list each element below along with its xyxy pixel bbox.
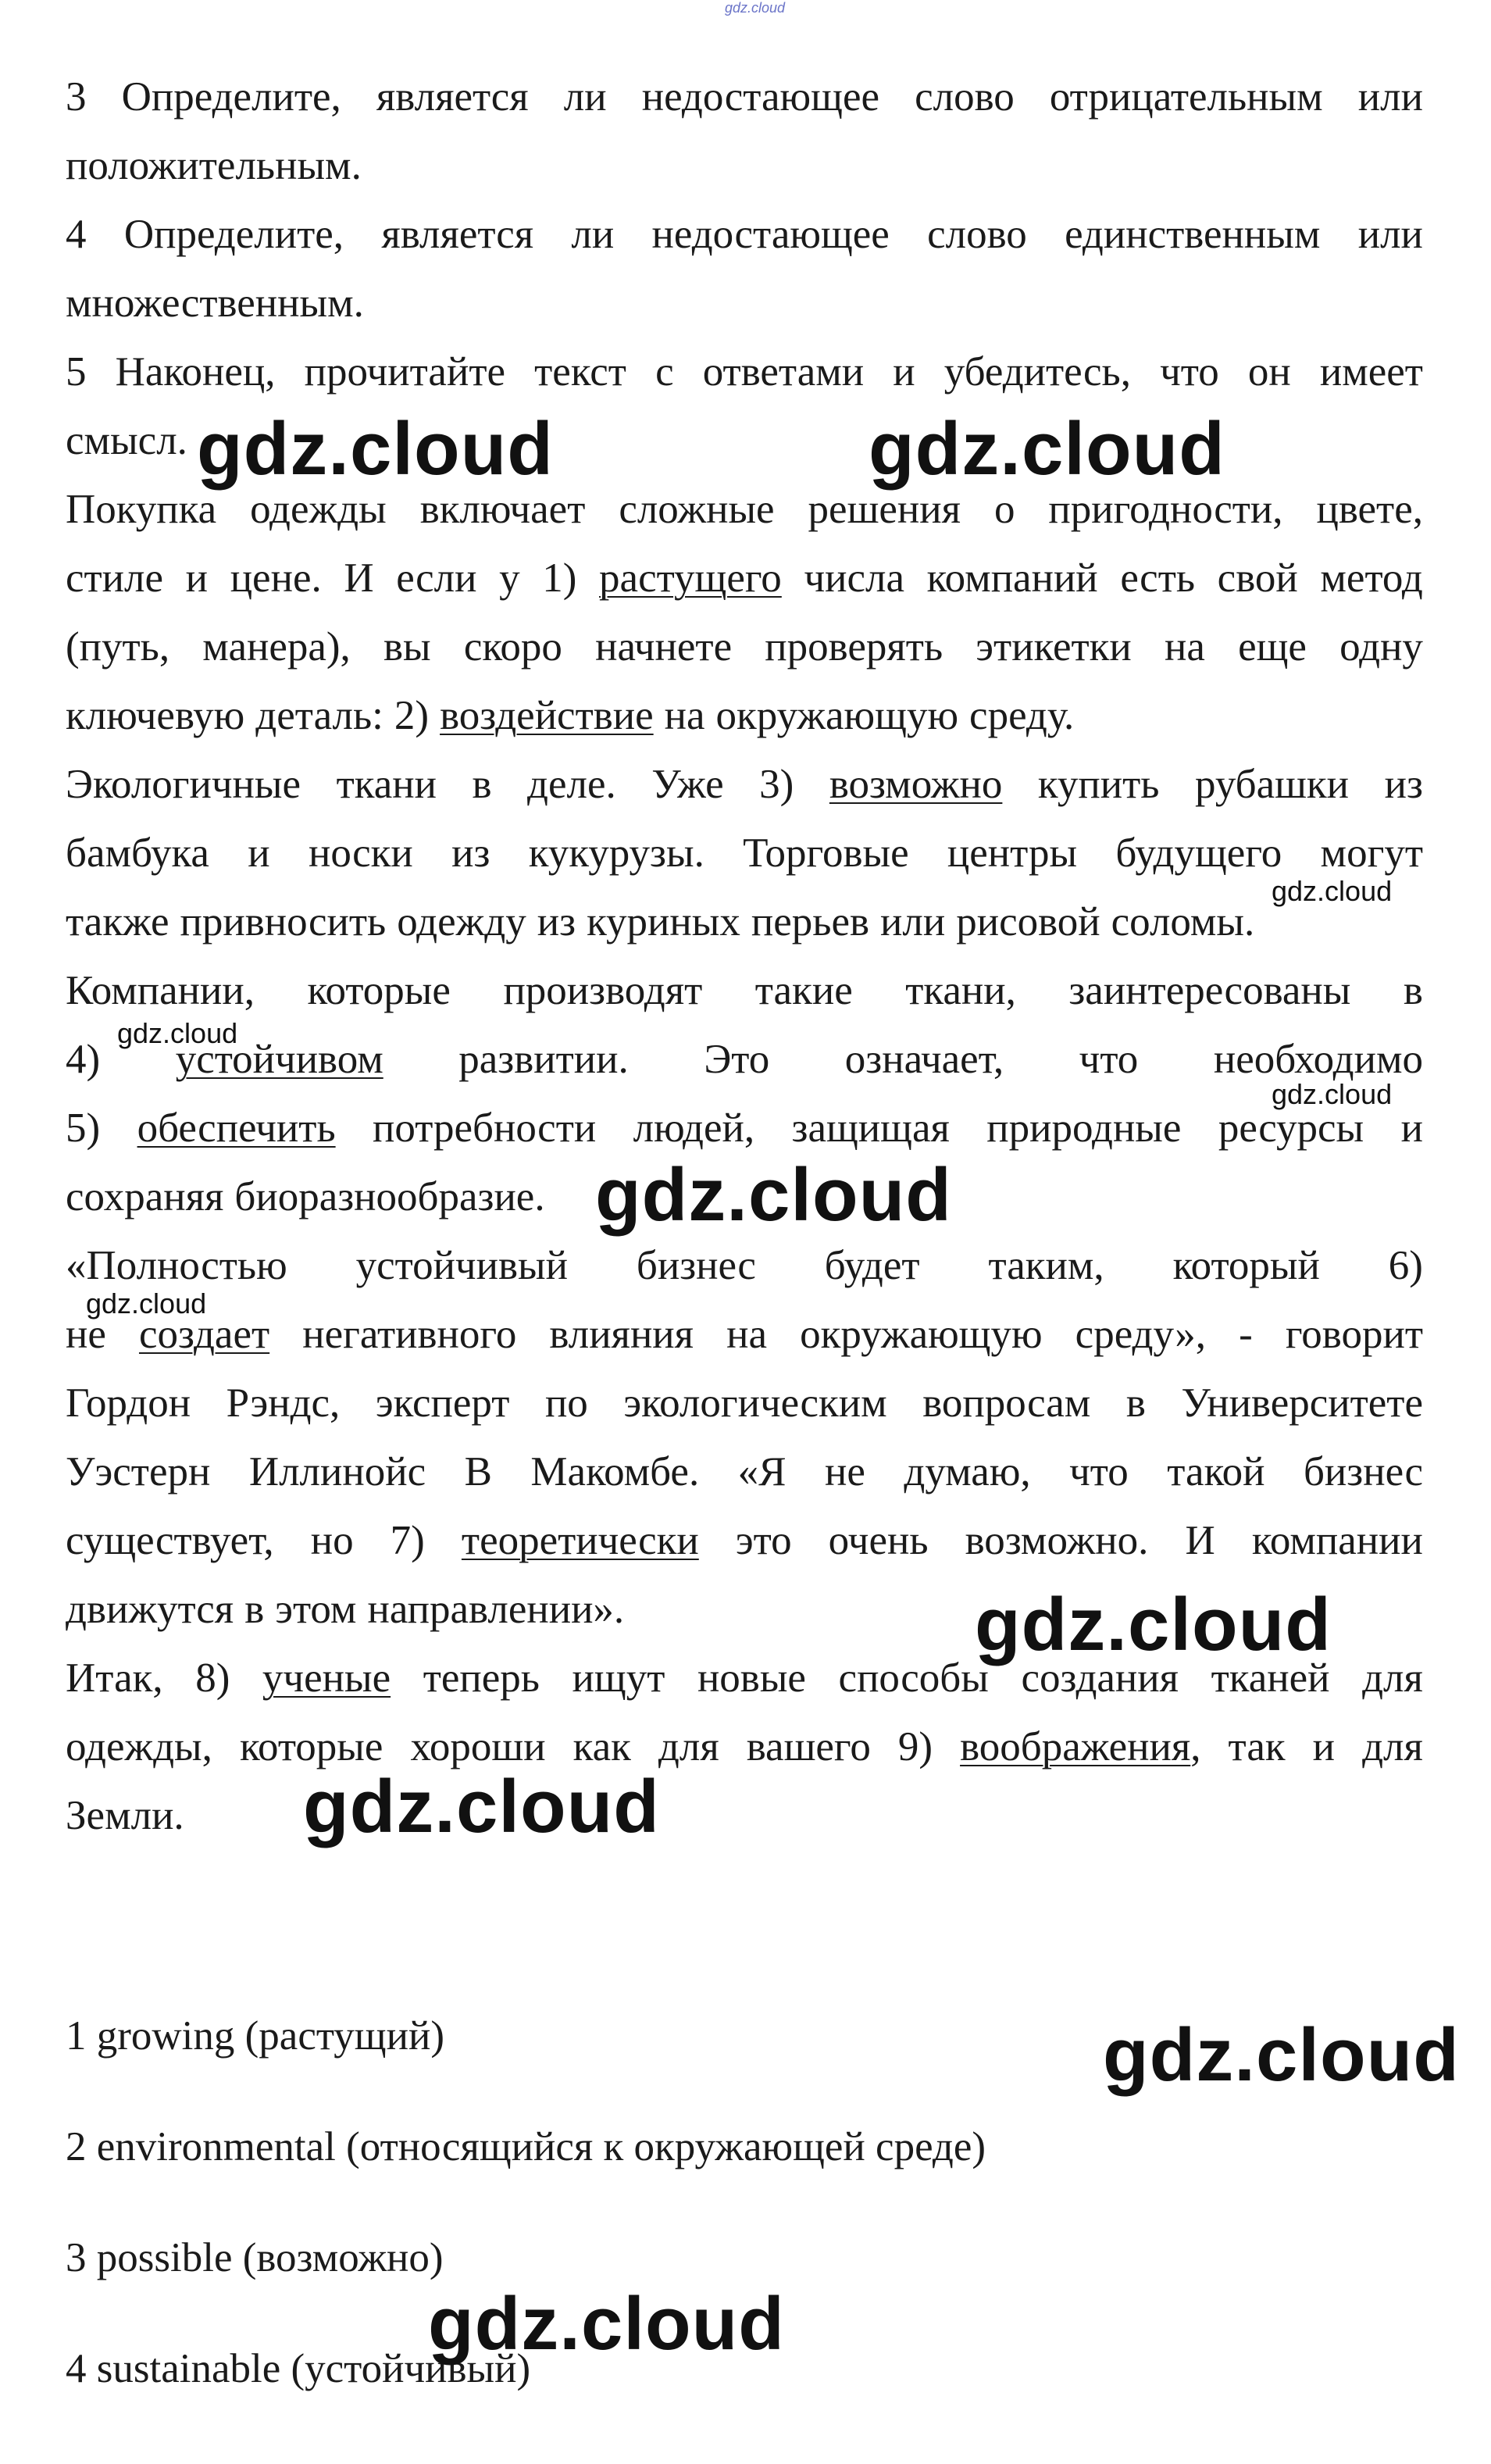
watermark: gdz.cloud: [197, 407, 554, 491]
word: ищут: [572, 1655, 665, 1701]
watermark: gdz.cloud: [595, 1153, 952, 1237]
word: что: [1160, 349, 1219, 395]
answer-item: 3 possible (возможно): [66, 2235, 444, 2280]
word: или: [1357, 212, 1423, 257]
word: если: [396, 555, 477, 601]
word: Гордон: [66, 1380, 191, 1426]
word: людей,: [633, 1105, 755, 1151]
text-line: [66, 750, 1423, 819]
word: носки: [308, 830, 413, 876]
word: отрицательным: [1049, 74, 1323, 120]
text-line: [66, 819, 1423, 887]
word: метод: [1320, 555, 1423, 601]
answer-item: 1 growing (растущий): [66, 2013, 444, 2059]
word: биоразнообразие.: [234, 1174, 545, 1220]
word: такой: [1167, 1449, 1265, 1494]
text-line: [66, 1231, 1423, 1300]
word: среду»,: [1075, 1312, 1207, 1357]
word: или: [880, 899, 946, 945]
watermark: gdz.cloud: [725, 0, 786, 16]
word: Иллинойс: [248, 1449, 426, 1494]
word: ткани,: [905, 968, 1016, 1013]
answer-item: 2 environmental (относящийся к окружающей среде): [66, 2124, 986, 2169]
word: очень: [828, 1518, 929, 1563]
word: вы: [383, 624, 431, 670]
word: направлении».: [367, 1587, 625, 1632]
word: но: [310, 1518, 354, 1563]
word: 4): [66, 1037, 101, 1082]
word: новые: [697, 1655, 806, 1701]
word: влияния: [549, 1312, 694, 1357]
word: ткани: [336, 762, 437, 807]
answer-item: 4 sustainable (устойчивый): [66, 2346, 531, 2391]
word: Торговые: [743, 830, 909, 876]
word: из: [451, 830, 490, 876]
word: деталь:: [255, 693, 383, 738]
word: означает,: [844, 1037, 1004, 1082]
word: движутся: [66, 1587, 234, 1632]
word: 5): [66, 1105, 101, 1151]
word: производят: [503, 968, 703, 1013]
word: необходимо: [1213, 1037, 1423, 1082]
word: одну: [1339, 624, 1423, 670]
word: «Я: [737, 1449, 787, 1494]
word: кукурузы.: [528, 830, 704, 876]
word: способы: [838, 1655, 989, 1701]
text-line: [66, 887, 1423, 956]
word: экологическим: [623, 1380, 887, 1426]
word: цвете,: [1316, 487, 1423, 532]
word: и: [1400, 1105, 1423, 1151]
word: ,: [1190, 1724, 1201, 1769]
word: бизнес: [636, 1243, 756, 1288]
word: недостающее: [651, 212, 890, 257]
word: скоро: [463, 624, 562, 670]
word: который: [1172, 1243, 1320, 1288]
text-line: [66, 62, 1423, 131]
word: перьев: [751, 899, 870, 945]
watermark: gdz.cloud: [975, 1583, 1332, 1666]
word: стиле: [66, 555, 164, 601]
word: сложные: [619, 487, 775, 532]
word: ключевую: [66, 693, 245, 738]
word: 8): [195, 1655, 230, 1701]
word: хороши: [410, 1724, 546, 1769]
underlined-answer-word: растущего: [599, 555, 782, 601]
word: убедитесь,: [943, 349, 1131, 395]
word: одежды,: [66, 1724, 212, 1769]
underlined-answer-word: возможно: [829, 762, 1003, 807]
word: (путь,: [66, 624, 170, 670]
watermark: gdz.cloud: [1272, 1078, 1393, 1110]
word: 3): [759, 762, 794, 807]
word: Определите,: [123, 212, 344, 257]
word: 7): [390, 1518, 425, 1563]
word: также: [66, 899, 169, 945]
word: с: [655, 349, 674, 395]
word: и: [185, 555, 209, 601]
word: одежды: [250, 487, 387, 532]
word: начнете: [595, 624, 733, 670]
word: числа: [804, 555, 904, 601]
word: является: [376, 74, 529, 120]
word: устойчивый: [355, 1243, 568, 1288]
word: развитии.: [458, 1037, 629, 1082]
word: 3: [66, 74, 87, 120]
watermark: gdz.cloud: [86, 1287, 207, 1319]
word: 2): [394, 693, 430, 738]
word: будущего: [1115, 830, 1282, 876]
text-line: [66, 200, 1423, 269]
word: Определите,: [121, 74, 341, 120]
word: единственным: [1065, 212, 1321, 257]
word: есть: [1120, 555, 1196, 601]
underlined-answer-word: воображения: [960, 1724, 1191, 1769]
word: манера),: [202, 624, 351, 670]
word: на: [726, 1312, 768, 1357]
word: не: [66, 1312, 106, 1357]
word: которые: [307, 968, 451, 1013]
word: для: [1362, 1724, 1423, 1769]
text-line: [66, 337, 1423, 406]
word: у: [499, 555, 520, 601]
word: 5: [66, 349, 87, 395]
word: и: [1312, 1724, 1336, 1769]
word: компании: [1251, 1518, 1423, 1563]
word: в: [1125, 1380, 1146, 1426]
word: бизнес: [1303, 1449, 1423, 1494]
word: Покупка: [66, 487, 217, 532]
watermark: gdz.cloud: [869, 407, 1225, 491]
word: Наконец,: [115, 349, 276, 395]
word: и: [248, 830, 270, 876]
word: будет: [824, 1243, 920, 1288]
word: «Полностью: [66, 1243, 287, 1288]
word: еще: [1238, 624, 1307, 670]
word: недостающее: [641, 74, 880, 120]
word: создания: [1021, 1655, 1179, 1701]
word: цене.: [230, 555, 322, 601]
word: из: [537, 899, 576, 945]
word: о: [993, 487, 1015, 532]
word: не: [825, 1449, 865, 1494]
underlined-answer-word: воздействие: [440, 693, 654, 738]
word: вопросам: [922, 1380, 1091, 1426]
word: существует,: [66, 1518, 274, 1563]
text-line: [66, 1781, 1423, 1850]
word: защищая: [791, 1105, 950, 1151]
underlined-answer-word: теоретически: [461, 1518, 699, 1563]
word: негативного: [302, 1312, 517, 1357]
word: слово: [927, 212, 1027, 257]
word: Уже: [651, 762, 724, 807]
word: 6): [1388, 1243, 1423, 1288]
underlined-answer-word: ученые: [262, 1655, 391, 1701]
word: Земли.: [66, 1793, 184, 1838]
text-line: [66, 1369, 1423, 1437]
word: он: [1247, 349, 1291, 395]
word: множественным.: [66, 280, 364, 326]
word: которые: [239, 1724, 383, 1769]
word: Компании,: [66, 968, 255, 1013]
word: пригодности,: [1048, 487, 1283, 532]
text-line: [66, 269, 1423, 337]
word: Экологичные: [66, 762, 301, 807]
word: смысл.: [66, 418, 187, 463]
word: бамбука: [66, 830, 209, 876]
word: является: [381, 212, 534, 257]
word: И: [1185, 1518, 1215, 1563]
word: что: [1069, 1449, 1129, 1494]
word: 9): [897, 1724, 933, 1769]
watermark: gdz.cloud: [1272, 875, 1393, 907]
word: текст: [534, 349, 626, 395]
word: ресурсы: [1218, 1105, 1364, 1151]
word: природные: [986, 1105, 1182, 1151]
word: таким,: [988, 1243, 1104, 1288]
text-line: [66, 1025, 1423, 1094]
word: и: [893, 349, 915, 395]
word: Уэстерн: [66, 1449, 211, 1494]
word: как: [573, 1724, 631, 1769]
word: окружающую: [800, 1312, 1043, 1357]
word: возможно.: [965, 1518, 1149, 1563]
word: соломы.: [1111, 899, 1255, 945]
text-line: [66, 956, 1423, 1025]
word: могут: [1320, 830, 1423, 876]
text-line: [66, 612, 1423, 681]
word: в: [472, 762, 492, 807]
word: такие: [754, 968, 853, 1013]
watermark: gdz.cloud: [117, 1017, 238, 1049]
word: рисовой: [956, 899, 1100, 945]
word: центры: [947, 830, 1078, 876]
word: привносить: [180, 899, 387, 945]
word: этом: [275, 1587, 357, 1632]
word: окружающую: [715, 693, 959, 738]
watermark: gdz.cloud: [428, 2282, 785, 2366]
word-group: [960, 1712, 1200, 1781]
text-line: [66, 1300, 1423, 1369]
word: это: [735, 1518, 792, 1563]
word: Итак,: [66, 1655, 163, 1701]
word: 4: [66, 212, 87, 257]
watermark: gdz.cloud: [303, 1765, 660, 1848]
word: заинтересованы: [1068, 968, 1351, 1013]
word: рубашки: [1195, 762, 1350, 807]
word: одежду: [397, 899, 526, 945]
word: или: [1357, 74, 1423, 120]
text-line: [66, 544, 1423, 612]
word: среду.: [969, 693, 1075, 738]
word: Макомбе.: [530, 1449, 700, 1494]
word: потребности: [373, 1105, 597, 1151]
word: прочитайте: [304, 349, 506, 395]
word: на: [664, 693, 705, 738]
text-line: [66, 681, 1423, 750]
word: деле.: [527, 762, 616, 807]
word: свой: [1217, 555, 1298, 601]
word: ли: [563, 74, 607, 120]
word: Это: [704, 1037, 770, 1082]
word: из: [1384, 762, 1423, 807]
word: Университете: [1181, 1380, 1423, 1426]
word: для: [658, 1724, 719, 1769]
text-line: [66, 1712, 1423, 1781]
word: имеет: [1319, 349, 1423, 395]
word: теперь: [423, 1655, 540, 1701]
word: положительным.: [66, 143, 362, 188]
word: так: [1228, 1724, 1286, 1769]
word: говорит: [1285, 1312, 1423, 1357]
word: этикетки: [976, 624, 1132, 670]
underlined-answer-word: устойчивом: [175, 1037, 383, 1082]
word: сохраняя: [66, 1174, 224, 1220]
word: 1): [542, 555, 577, 601]
text-line: [66, 1437, 1423, 1506]
word: слово: [915, 74, 1015, 120]
text-line: [66, 1506, 1423, 1575]
watermark: gdz.cloud: [1103, 2013, 1460, 2097]
word: купить: [1037, 762, 1160, 807]
word: куриных: [587, 899, 740, 945]
word: проверять: [765, 624, 943, 670]
underlined-answer-word: создает: [138, 1312, 270, 1357]
word: В: [464, 1449, 492, 1494]
underlined-answer-word: обеспечить: [137, 1105, 336, 1151]
word: думаю,: [904, 1449, 1031, 1494]
word: в: [1403, 968, 1423, 1013]
text-line: [66, 131, 1423, 200]
word: включает: [419, 487, 586, 532]
word: по: [544, 1380, 588, 1426]
word: -: [1239, 1312, 1253, 1357]
word: И: [344, 555, 374, 601]
word: компаний: [926, 555, 1098, 601]
word: ответами: [702, 349, 865, 395]
word: в: [244, 1587, 265, 1632]
word: решения: [808, 487, 961, 532]
word: вашего: [746, 1724, 871, 1769]
word: на: [1165, 624, 1205, 670]
word: ли: [571, 212, 615, 257]
word: Рэндс,: [226, 1380, 341, 1426]
word: тканей: [1211, 1655, 1330, 1701]
word: эксперт: [375, 1380, 510, 1426]
word: что: [1079, 1037, 1139, 1082]
word: для: [1362, 1655, 1423, 1701]
